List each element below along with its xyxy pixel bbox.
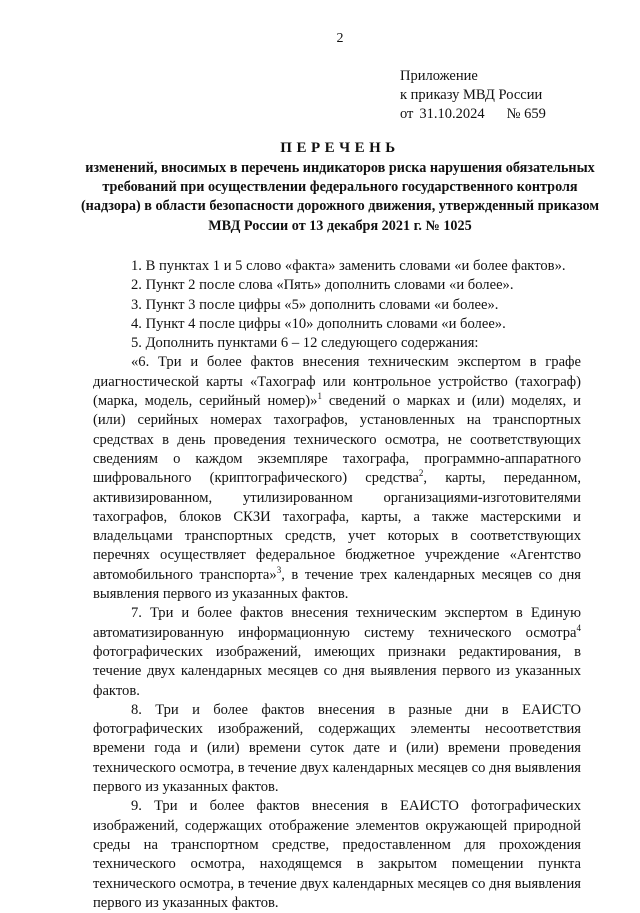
footnote-ref-3: 3 <box>276 564 282 575</box>
appendix-date: 31.10.2024 <box>419 106 485 122</box>
item-1: 1. В пунктах 1 и 5 слово «факта» заменить словами «и более фактов». <box>131 258 566 274</box>
footnote-ref-1: 1 <box>317 391 322 402</box>
appendix-prefix: от <box>400 106 414 122</box>
appendix-label: Приложение <box>400 68 478 84</box>
item-6-text-b: сведений о марках и (или) моделях, и (или) серийных номерах тахографов, установленных на транспортных средствах в день проведения технического осмотра, не соответствующих сведениям о каждом экземпляре тахографа, программно-аппаратного шифровального (криптографического) средства <box>93 393 581 487</box>
item-6-text-d: , в течение трех календарных месяцев со дня выявления первого из указанных фактов. <box>93 566 581 603</box>
item-3: 3. Пункт 3 после цифры «5» дополнить словами «и более». <box>131 296 499 313</box>
footnote-ref-4: 4 <box>576 622 581 633</box>
item-4: 4. Пункт 4 после цифры «10» дополнить словами «и более». <box>131 315 506 332</box>
item-7 <box>93 604 581 700</box>
item-5: 5. Дополнить пунктами 6 – 12 следующего содержания: <box>131 335 479 352</box>
item-2: 2. Пункт 2 после слова «Пять» дополнить словами «и более». <box>131 277 514 294</box>
item-6-text-c: , карты, переданном, активизированном, утилизированном организациями-изготовителями тахографов, блоков СКЗИ тахографа, карты, а также мастерскими и владельцами транспортных средств, учет которых в соответствующих перечнях осуществляет федеральное бюджетное учреждение «Агентство автомобильного транспорта» <box>93 470 581 583</box>
document-title: ПЕРЕЧЕНЬ <box>280 140 400 156</box>
document-heading <box>80 139 600 236</box>
appendix-block <box>400 67 546 124</box>
document-body <box>93 257 581 913</box>
appendix-order-ref: к приказу МВД России <box>400 87 543 103</box>
item-6-text-a: «6. Три и более фактов внесения техническим экспертом в графе диагностической карты «Тахограф или контрольное устройство (тахограф) (марка, модель, серийный номер)» <box>93 354 581 410</box>
item-7-text-a: 7. Три и более фактов внесения техническим экспертом в Единую автоматизированную информационную систему технического осмотра <box>93 605 581 641</box>
item-7-text-b: фотографических изображений, имеющих признаки редактирования, в течение двух календарных месяцев со дня выявления первого из указанных фактов. <box>93 643 581 699</box>
item-9: 9. Три и более фактов внесения в ЕАИСТО фотографических изображений, содержащих отображение элементов окружающей природной среды на транспортном средстве, предоставленном для прохождения технического осмотра, находящемся в закрытом помещении пункта технического осмотра, в течение двух календарных месяцев со дня выявления первого из указанных фактов. <box>93 798 581 911</box>
appendix-number: № 659 <box>506 106 546 122</box>
document-subtitle: изменений, вносимых в перечень индикаторов риска нарушения обязательных требований при осуществлении федерального государственного контроля (надзора) в области безопасности дорожного движения, утвержденный приказом МВД России от 13 декабря 2021 г. № 1025 <box>80 160 600 234</box>
page-number: 2 <box>336 31 344 46</box>
item-8: 8. Три и более фактов внесения в разные дни в ЕАИСТО фотографических изображений, содержащих элементы несоответствия времени года и (или) времени суток дате и (или) времени проведения технического осмотра, в течение двух календарных месяцев со дня выявления первого из указанных фактов. <box>93 701 581 796</box>
appendix-date-line <box>400 105 546 124</box>
item-6 <box>93 353 581 604</box>
footnote-ref-2: 2 <box>418 468 424 479</box>
